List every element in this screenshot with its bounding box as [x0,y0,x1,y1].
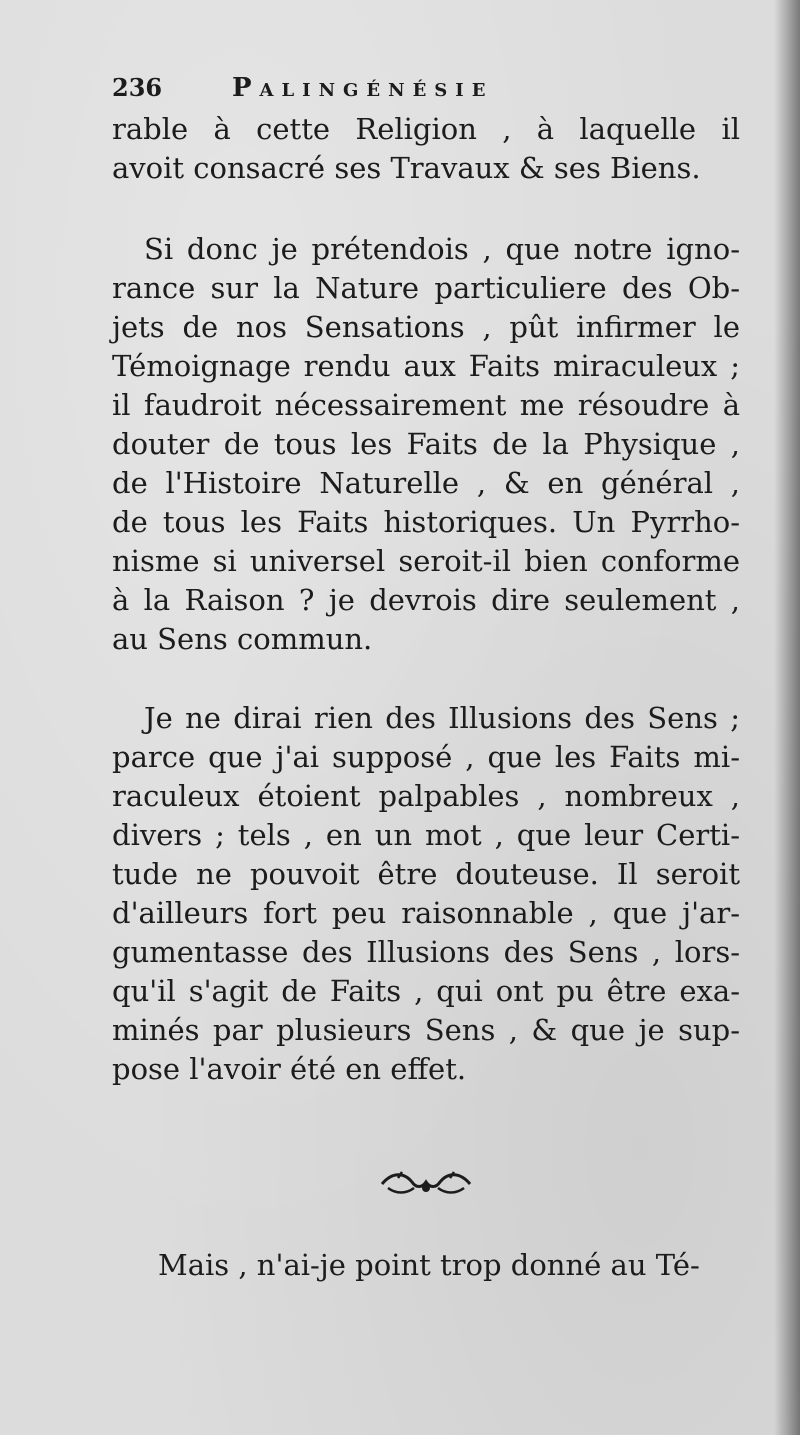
text-line: Je ne dirai rien des Illusions des Sens ; [144,701,740,735]
fleuron-ornament-icon [378,1168,474,1198]
text-line: raculeux étoient palpables , nombreux , [112,779,740,813]
text-line: divers ; tels , en un mot , que leur Certi- [112,818,740,852]
text-line: nisme si universel seroit-il bien conforme [112,544,740,578]
text-line: Si donc je prétendois , que notre igno- [144,232,740,266]
text-line: à la Raison ? je devrois dire seulement , [112,583,740,617]
paragraph-gap [112,188,740,230]
paragraph-2 [112,699,740,1089]
final-line: Mais , n'ai-je point trop donné au Té- [158,1248,700,1282]
text-line: jets de nos Sensations , pût infirmer le [112,310,740,344]
page-edge-shadow [774,0,800,1435]
running-title: Palingénésie [232,73,494,103]
text-line: au Sens commun. [112,622,373,656]
text-line: rance sur la Nature particuliere des Ob- [112,271,740,305]
text-line: avoit consacré ses Travaux & ses Biens. [112,151,701,185]
page-text [112,68,740,1089]
page-number: 236 [112,73,163,102]
text-line: tude ne pouvoit être douteuse. Il seroit [112,857,740,891]
text-line: de l'Histoire Naturelle , & en général , [112,466,740,500]
text-line: rable à cette Religion , à laquelle il [112,112,740,146]
text-line: d'ailleurs fort peu raisonnable , que j'ar- [112,896,740,930]
text-line: de tous les Faits historiques. Un Pyrrho- [112,505,740,539]
text-line: minés par plusieurs Sens , & que je sup- [112,1013,740,1047]
text-line: Témoignage rendu aux Faits miraculeux ; [112,349,740,383]
paragraph-gap [112,659,740,699]
text-line: parce que j'ai supposé , que les Faits mi- [112,740,740,774]
running-head [112,68,740,110]
text-line: pose l'avoir été en effet. [112,1052,467,1086]
text-line: il faudroit nécessairement me résoudre à [112,388,740,422]
paragraph-1 [112,230,740,659]
text-line: gumentasse des Illusions des Sens , lors- [112,935,740,969]
text-line: douter de tous les Faits de la Physique , [112,427,740,461]
text-line: qu'il s'agit de Faits , qui ont pu être exa- [112,974,740,1008]
